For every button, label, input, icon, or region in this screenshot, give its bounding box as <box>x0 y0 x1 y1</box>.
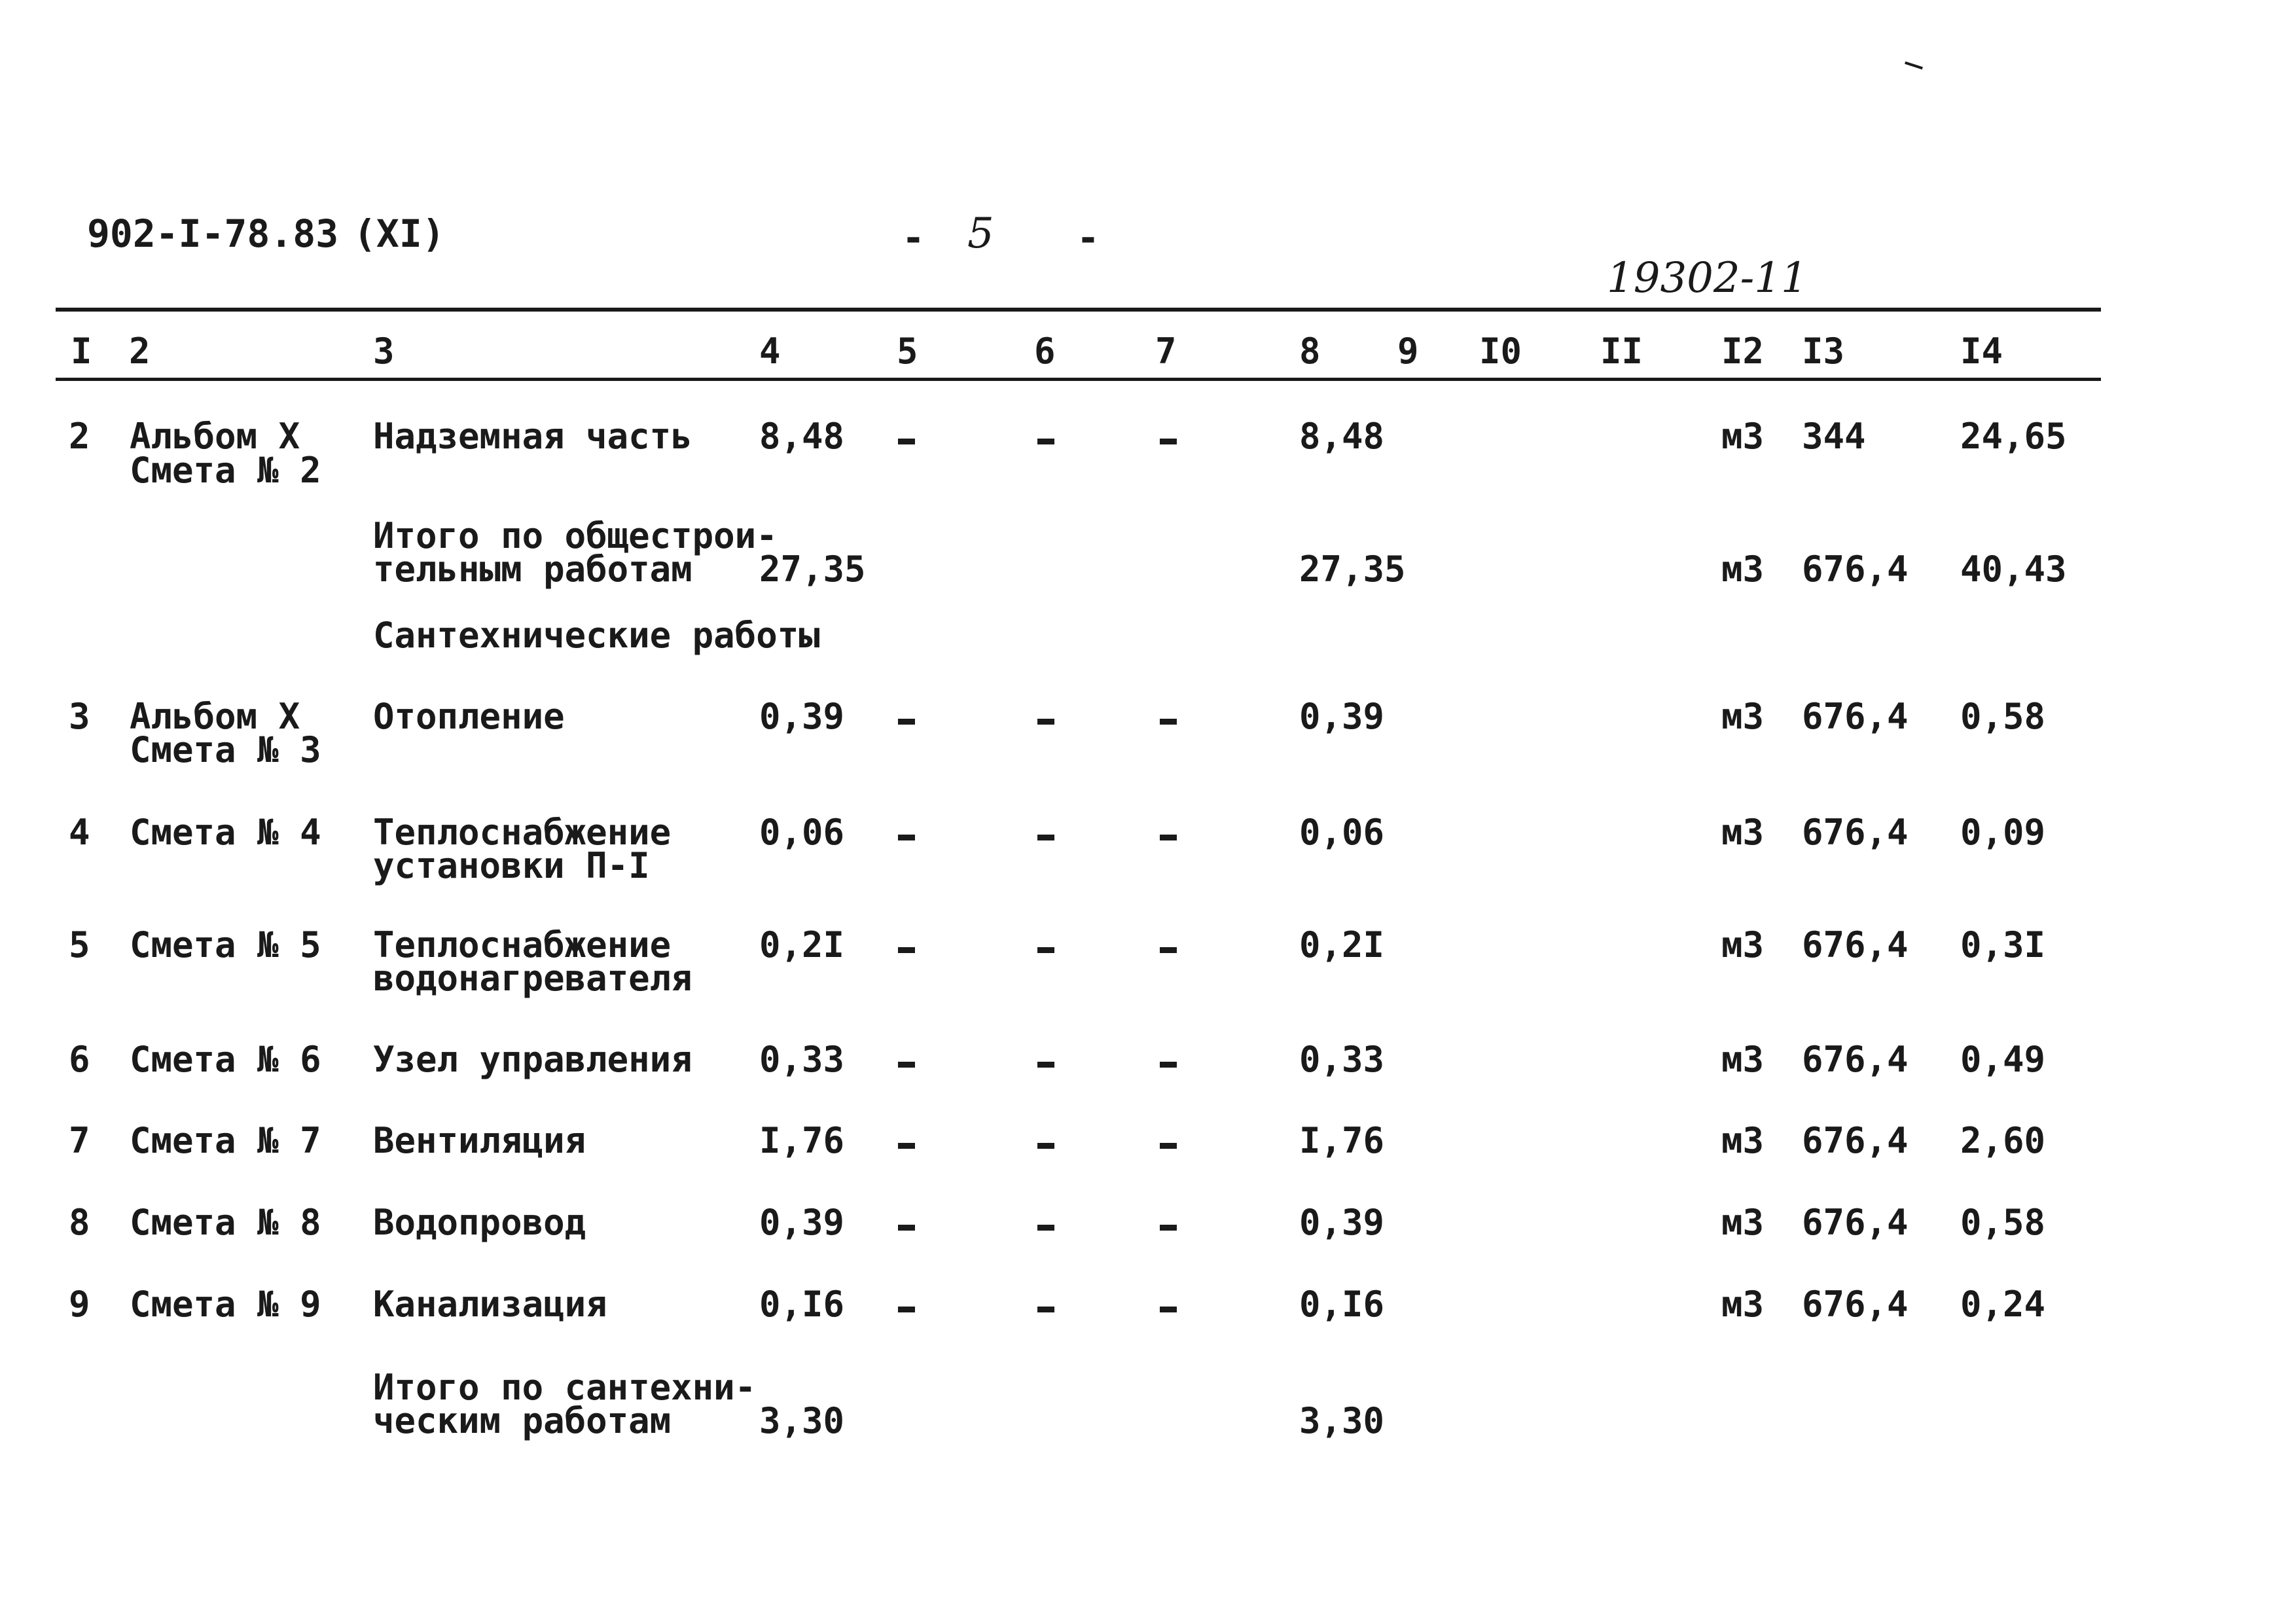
cell-col13: 676,4 <box>1802 924 1909 965</box>
empty-dash <box>1160 719 1177 725</box>
empty-dash <box>1037 1225 1054 1231</box>
cell-col13: 676,4 <box>1802 1202 1909 1243</box>
document-code: 902-I-78.83 <box>87 211 339 256</box>
row-ref-line1: Смета № 5 <box>130 924 321 965</box>
col-header: I4 <box>1960 331 2003 372</box>
cell-col14: 0,58 <box>1960 696 2046 737</box>
col-header: 3 <box>373 331 395 372</box>
empty-dash <box>898 947 915 953</box>
row-name-line1: Итого по общестрои- <box>373 515 778 556</box>
cell-unit: м3 <box>1721 1120 1765 1161</box>
cell-unit: м3 <box>1721 416 1765 457</box>
empty-dash <box>898 719 915 725</box>
row-name-line1: Теплоснабжение <box>373 812 672 853</box>
row-number: 2 <box>69 416 90 457</box>
col-header: I2 <box>1721 331 1765 372</box>
row-name-line2: тельным работам <box>373 549 692 590</box>
col-header: 2 <box>129 331 151 372</box>
cell-unit: м3 <box>1721 812 1765 853</box>
col-header: 9 <box>1397 331 1419 372</box>
cell-col4: 0,39 <box>759 1202 845 1243</box>
cell-col4: 3,30 <box>759 1400 845 1441</box>
cell-col4: 0,2I <box>759 924 845 965</box>
col-header: 7 <box>1155 331 1177 372</box>
empty-dash <box>898 835 915 840</box>
cell-col14: 0,24 <box>1960 1284 2046 1325</box>
col-header: 4 <box>759 331 781 372</box>
cell-unit: м3 <box>1721 1284 1765 1325</box>
col-header: 8 <box>1299 331 1321 372</box>
row-ref-line1: Альбом X <box>130 696 300 737</box>
cell-col4: 0,06 <box>759 812 845 853</box>
cell-col8: 8,48 <box>1299 416 1385 457</box>
row-number: 4 <box>69 812 90 853</box>
empty-dash <box>1037 1143 1054 1149</box>
empty-dash <box>1160 835 1177 840</box>
empty-dash <box>1037 1307 1054 1312</box>
cell-col8: 0,39 <box>1299 1202 1385 1243</box>
row-name: Узел управления <box>373 1039 692 1080</box>
col-header: I3 <box>1802 331 1845 372</box>
row-number: 5 <box>69 924 90 965</box>
row-ref-line1: Смета № 9 <box>130 1284 321 1325</box>
cell-col4: 27,35 <box>759 549 866 590</box>
cell-col13: 676,4 <box>1802 1039 1909 1080</box>
cell-unit: м3 <box>1721 1039 1765 1080</box>
col-header: 5 <box>897 331 918 372</box>
row-name: Водопровод <box>373 1202 586 1243</box>
row-ref-line1: Альбом X <box>130 416 300 457</box>
empty-dash <box>1037 1062 1054 1068</box>
row-number: 7 <box>69 1120 90 1161</box>
cell-col14: 0,3I <box>1960 924 2046 965</box>
cell-unit: м3 <box>1721 549 1765 590</box>
col-header: II <box>1600 331 1643 372</box>
row-name-line2: ческим работам <box>373 1400 672 1441</box>
col-header: I <box>71 331 92 372</box>
cell-col13: 676,4 <box>1802 1284 1909 1325</box>
cell-col8: 0,06 <box>1299 812 1385 853</box>
page-dash-right: - <box>1077 215 1100 260</box>
cell-col13: 676,4 <box>1802 812 1909 853</box>
row-ref-line1: Смета № 6 <box>130 1039 321 1080</box>
empty-dash <box>1037 719 1054 725</box>
page-number: 5 <box>967 209 994 258</box>
cell-col13: 676,4 <box>1802 549 1909 590</box>
row-name-line1: Теплоснабжение <box>373 924 672 965</box>
cell-col8: 0,I6 <box>1299 1284 1385 1325</box>
cell-col14: 0,58 <box>1960 1202 2046 1243</box>
table-header-rule <box>56 378 2101 381</box>
cell-col8: 0,39 <box>1299 696 1385 737</box>
empty-dash <box>1160 1062 1177 1068</box>
row-name-line1: Итого по сантехни- <box>373 1367 757 1408</box>
empty-dash <box>898 439 915 444</box>
empty-dash <box>898 1143 915 1149</box>
col-header: 6 <box>1034 331 1056 372</box>
cell-col13: 676,4 <box>1802 696 1909 737</box>
row-name: Канализация <box>373 1284 607 1325</box>
table-top-rule <box>56 308 2101 312</box>
row-ref-line1: Смета № 8 <box>130 1202 321 1243</box>
empty-dash <box>1160 1143 1177 1149</box>
section-heading: Сантехнические работы <box>373 615 820 656</box>
cell-col8: 0,33 <box>1299 1039 1385 1080</box>
row-ref-line1: Смета № 4 <box>130 812 321 853</box>
empty-dash <box>1037 947 1054 953</box>
empty-dash <box>1160 1225 1177 1231</box>
empty-dash <box>898 1225 915 1231</box>
empty-dash <box>1160 947 1177 953</box>
row-name-line2: установки П-I <box>373 845 650 886</box>
cell-col13: 344 <box>1802 416 1866 457</box>
row-number: 6 <box>69 1039 90 1080</box>
cell-col14: 2,60 <box>1960 1120 2046 1161</box>
cell-col14: 24,65 <box>1960 416 2067 457</box>
cell-col13: 676,4 <box>1802 1120 1909 1161</box>
empty-dash <box>898 1062 915 1068</box>
row-name: Отопление <box>373 696 565 737</box>
cell-col4: 0,I6 <box>759 1284 845 1325</box>
stray-mark <box>1905 62 1923 69</box>
page-dash-left: - <box>902 215 925 260</box>
cell-col4: 0,33 <box>759 1039 845 1080</box>
cell-col14: 0,49 <box>1960 1039 2046 1080</box>
row-name: Надземная часть <box>373 416 692 457</box>
cell-col14: 40,43 <box>1960 549 2067 590</box>
empty-dash <box>1037 835 1054 840</box>
handwritten-reference: 19302-11 <box>1607 254 1808 302</box>
cell-col8: 3,30 <box>1299 1400 1385 1441</box>
row-number: 9 <box>69 1284 90 1325</box>
row-name: Вентиляция <box>373 1120 586 1161</box>
cell-col14: 0,09 <box>1960 812 2046 853</box>
cell-col8: 27,35 <box>1299 549 1406 590</box>
cell-col4: 0,39 <box>759 696 845 737</box>
empty-dash <box>898 1307 915 1312</box>
cell-unit: м3 <box>1721 696 1765 737</box>
cell-unit: м3 <box>1721 924 1765 965</box>
empty-dash <box>1160 1307 1177 1312</box>
row-number: 8 <box>69 1202 90 1243</box>
empty-dash <box>1037 439 1054 444</box>
document-part: (XI) <box>353 211 445 256</box>
cell-col8: 0,2I <box>1299 924 1385 965</box>
cell-col8: I,76 <box>1299 1120 1385 1161</box>
row-ref-line2: Смета № 3 <box>130 729 321 770</box>
empty-dash <box>1160 439 1177 444</box>
row-name-line2: водонагревателя <box>373 958 692 999</box>
cell-col4: I,76 <box>759 1120 845 1161</box>
row-number: 3 <box>69 696 90 737</box>
cell-unit: м3 <box>1721 1202 1765 1243</box>
cell-col4: 8,48 <box>759 416 845 457</box>
row-ref-line1: Смета № 7 <box>130 1120 321 1161</box>
row-ref-line2: Смета № 2 <box>130 450 321 491</box>
col-header: I0 <box>1479 331 1522 372</box>
